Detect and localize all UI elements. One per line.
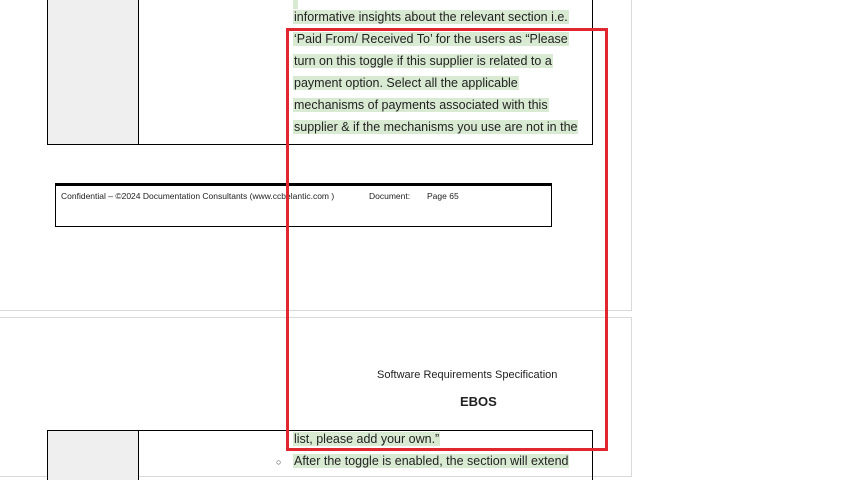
table-first-column: [48, 431, 139, 480]
table-first-column: [48, 0, 139, 144]
cell-text-bullet-line: After the toggle is enabled, the section will extend: [294, 454, 569, 468]
cell-text-line-4: payment option. Select all the applicable: [294, 76, 518, 90]
page-footer-box: [55, 183, 552, 227]
cell-text-continuation: list, please add your own.”: [294, 432, 440, 446]
footer-confidential-text: Confidential – ©2024 Documentation Consultants (www.ccbelantic.com ): [61, 191, 335, 201]
cell-text-line-1: informative insights about the relevant section i.e.: [294, 10, 568, 24]
cell-text-line-5: mechanisms of payments associated with this: [294, 98, 548, 112]
cell-text-line-2: ‘Paid From/ Received To’ for the users as “Please: [294, 32, 568, 46]
footer-page-number: Page 65: [427, 191, 459, 201]
cell-text-line-3: turn on this toggle if this supplier is related to a: [294, 54, 552, 68]
footer-document-label: Document:: [369, 191, 411, 201]
cell-text-line-6: supplier & if the mechanisms you use are not in the: [294, 120, 578, 134]
bullet-circle-icon: ○: [276, 457, 282, 467]
page-header-title: Software Requirements Specification: [377, 369, 558, 381]
page-header-product: EBOS: [460, 394, 497, 409]
